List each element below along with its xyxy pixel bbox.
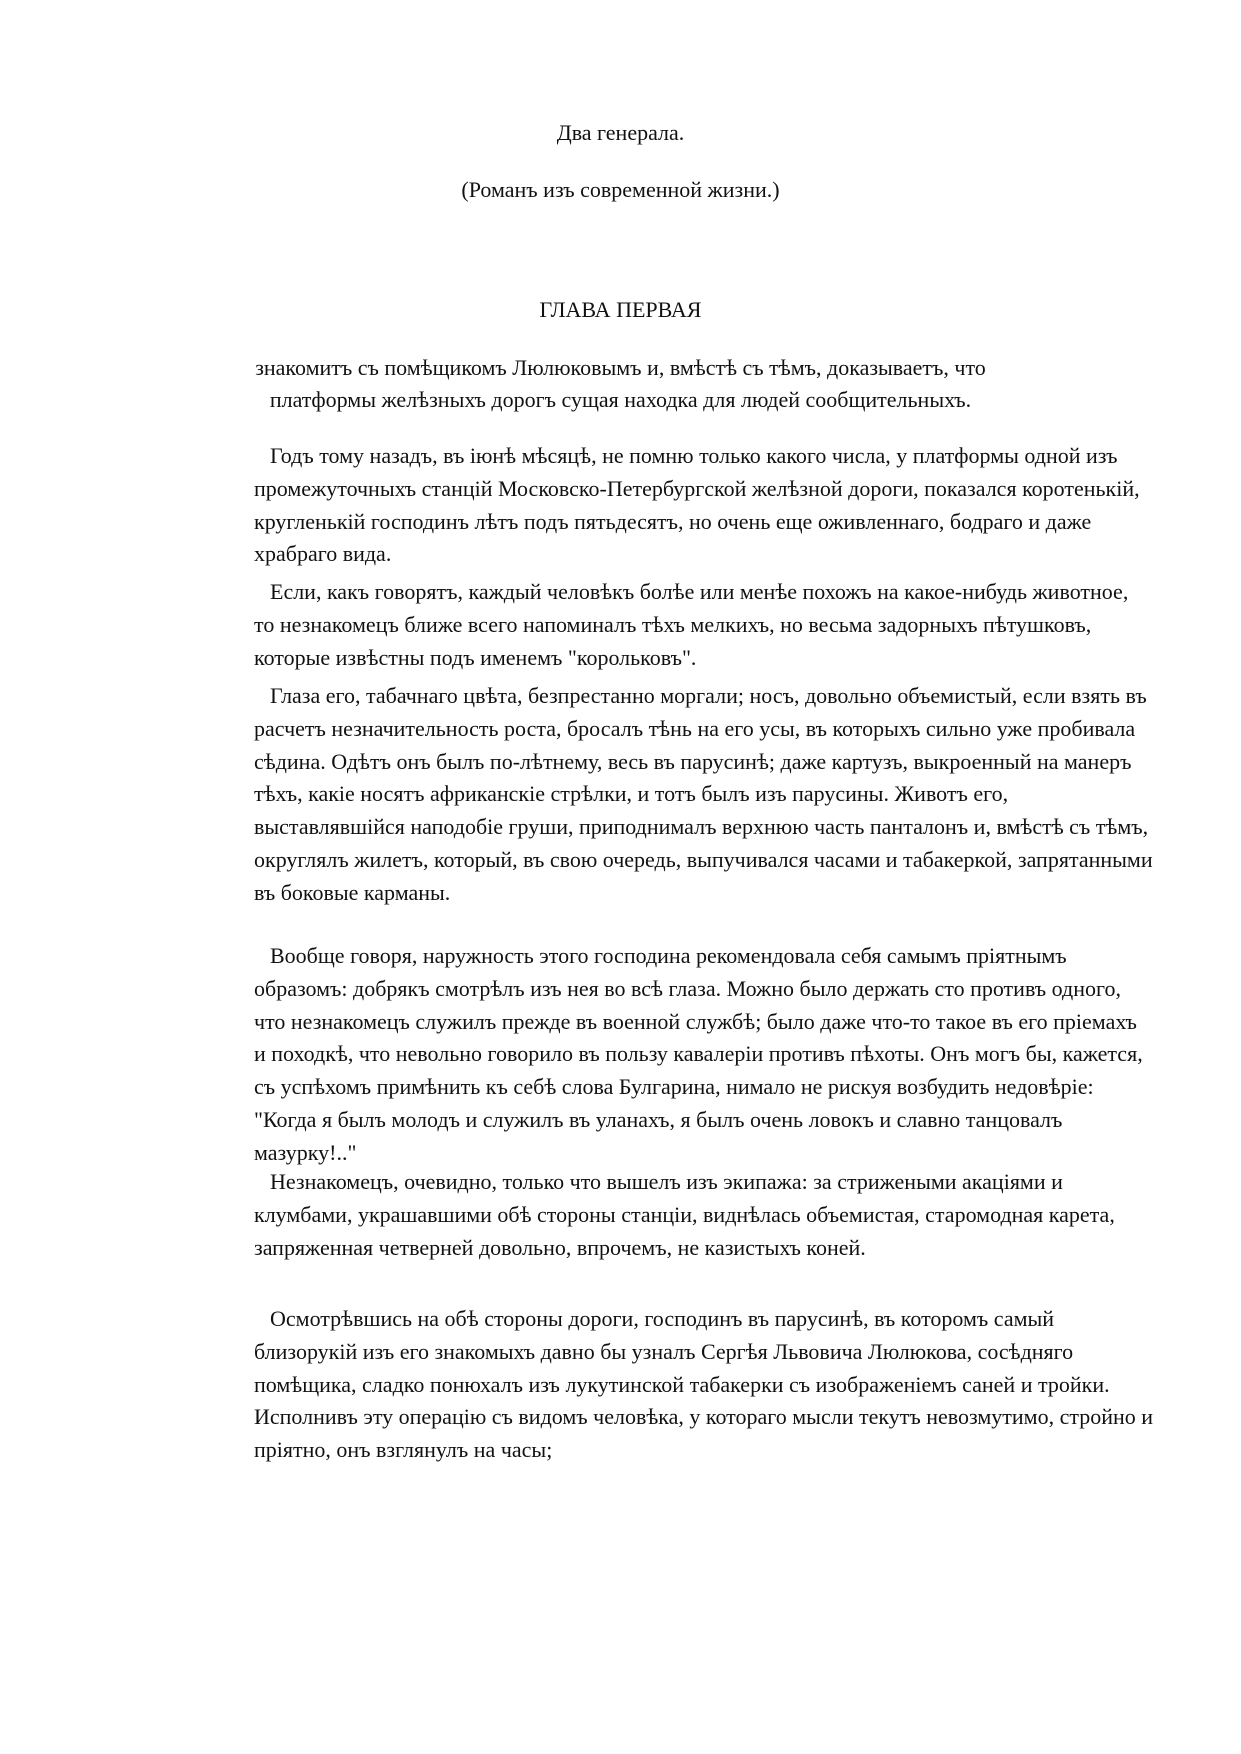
document-subtitle: (Романъ изъ современной жизни.) <box>461 177 780 202</box>
chapter-summary: знакомитъ съ помѣщикомъ Люлюковымъ и, вмѣстѣ съ тѣмъ, доказываетъ, что платформы желѣзныхъ дорогъ сущая находка для людей сообщительныхъ. <box>255 355 986 412</box>
document-title: Два генерала. <box>556 120 685 145</box>
paragraph: Глаза его, табачнаго цвѣта, безпрестанно моргали; носъ, довольно объемистый, если взять въ расчетъ незначительность роста, бросалъ тѣнь на его усы, въ которыхъ сильно уже пробивала сѣдина. Одѣтъ онъ былъ по-лѣтнему, весь въ парусинѣ; даже картузъ, выкроенный на манеръ тѣхъ, какіе носятъ африканскіе стрѣлки, и тотъ былъ изъ парусины. Животъ его, выставлявшійся наподобіе груши, приподнималъ верхнюю часть панталонъ и, вмѣстѣ съ тѣмъ, округлялъ жилетъ, который, въ свою очередь, выпучивался часами и табакеркой, запрятанными въ боковые карманы. <box>254 683 1153 905</box>
paragraph: Вообще говоря, наружность этого господина рекомендовала себя самымъ пріятнымъ образомъ: добрякъ смотрѣлъ изъ нея во всѣ глаза. Можно было держать сто противъ одного, что незнакомецъ служилъ прежде въ военной службѣ; было даже что-то такое въ его пріемахъ и походкѣ, что невольно говорило въ пользу кавалеріи противъ пѣхоты. Онъ могъ бы, кажется, съ успѣхомъ примѣнить къ себѣ слова Булгарина, нимало не рискуя возбудить недовѣріе: "Когда я былъ молодъ и служилъ въ уланахъ, я былъ очень ловокъ и славно танцовалъ мазурку!.." <box>254 943 1143 1165</box>
chapter-heading: ГЛАВА ПЕРВАЯ <box>539 297 702 322</box>
paragraph: Осмотрѣвшись на обѣ стороны дороги, господинъ въ парусинѣ, въ которомъ самый близорукій изъ его знакомыхъ давно бы узналъ Сергѣя Львовича Люлюкова, сосѣдняго помѣщика, сладко понюхалъ изъ лукутинской табакерки съ изображеніемъ саней и тройки. Исполнивъ эту операцію съ видомъ человѣка, у котораго мысли текутъ невозмутимо, стройно и пріятно, онъ взглянулъ на часы; <box>254 1306 1154 1463</box>
paragraph: Годъ тому назадъ, въ іюнѣ мѣсяцѣ, не помню только какого числа, у платформы одной изъ промежуточныхъ станцій Московско-Петербургской желѣзной дороги, показался коротенькій, кругленькій господинъ лѣтъ подъ пятьдесятъ, но очень еще оживленнаго, бодраго и даже храбраго вида. <box>254 443 1140 567</box>
paragraph: Незнакомецъ, очевидно, только что вышелъ изъ экипажа: за стрижеными акаціями и клумбами, украшавшими обѣ стороны станціи, виднѣлась объемистая, старомодная карета, запряженная четверней довольно, впрочемъ, не казистыхъ коней. <box>254 1169 1115 1260</box>
paragraph: Если, какъ говорятъ, каждый человѣкъ болѣе или менѣе похожъ на какое-нибудь животное, то незнакомецъ ближе всего напоминалъ тѣхъ мелкихъ, но весьма задорныхъ пѣтушковъ, которые извѣстны подъ именемъ "корольковъ". <box>254 579 1129 670</box>
